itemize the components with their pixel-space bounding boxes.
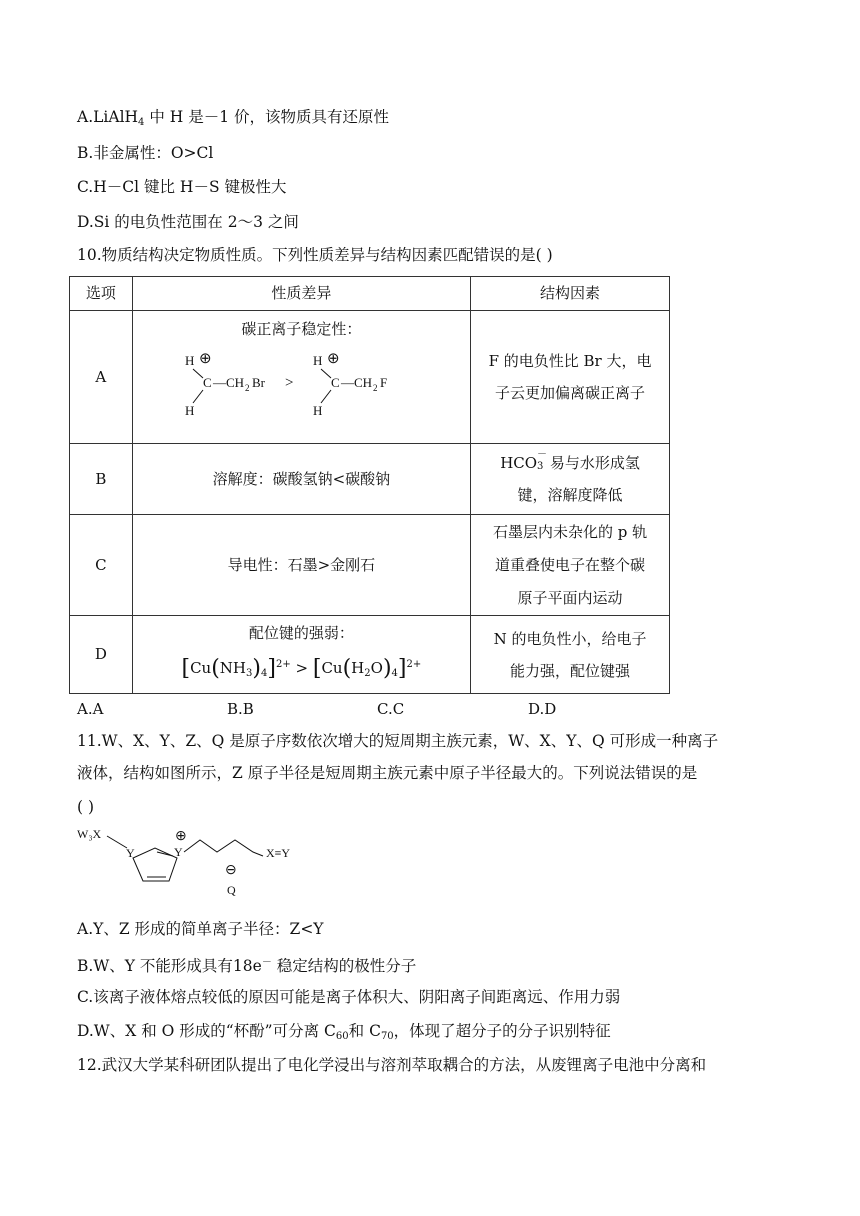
mol-h4: H [313, 403, 323, 418]
label-minus: ⊖ [225, 863, 237, 878]
q12-stem: 12.武汉大学某科研团队提出了电化学浸出与溶剂萃取耦合的方法，从废锂离子电池中分离和 [77, 1056, 707, 1074]
row-a-option: A [70, 311, 133, 444]
table-row [70, 616, 670, 694]
q10-table [69, 276, 670, 694]
row-d-structure [471, 616, 670, 694]
row-c-option: C [70, 515, 133, 616]
header-property: 性质差异 [132, 277, 470, 311]
structure-line: 原子平面内运动 [517, 588, 623, 607]
f-sub4b: 4 [391, 668, 398, 679]
table-header-row [70, 277, 670, 311]
structure-line: 能力强，配位键强 [510, 661, 631, 680]
structure-line: 石墨层内未杂化的 p 轨 [492, 522, 648, 541]
table-row [70, 444, 670, 515]
option-a-prefix: A. [77, 108, 94, 126]
q11-option-c: C.该离子液体熔点较低的原因可能是离子体积大、阴阳离子间距离远、作用力弱 [77, 988, 621, 1006]
formula-lialh: LiAlH [93, 108, 139, 126]
label-y2: Y [174, 845, 183, 859]
hco3-sub: 3 [537, 461, 544, 472]
property-text: 碳正离子稳定性： [241, 320, 362, 338]
mol-h2: H [185, 403, 195, 418]
q9-option-d: D.Si 的电负性范围在 2～3 之间 [77, 213, 299, 231]
hco3-text: HCO [500, 454, 538, 472]
f-charge2: 2+ [406, 659, 422, 670]
mol-ch2-2: —CH [341, 375, 373, 390]
option-d-post: ，体现了超分子的分子识别特征 [393, 1022, 611, 1040]
row-d-option: D [70, 616, 133, 694]
mol-plus1: ⊕ [199, 351, 212, 367]
ionic-liquid-structure [77, 826, 337, 898]
q11-stem-line1: 11.W、X、Y、Z、Q 是原子序数依次增大的短周期主族元素，W、X、Y、Q 可形成一种离子 [77, 732, 719, 750]
carbocation-structures [181, 343, 421, 423]
label-y1: Y [126, 846, 135, 860]
option-b-18e: 18e [232, 957, 262, 975]
structure-line: 子云更加偏离碳正离子 [495, 384, 646, 402]
f-sub3: 3 [246, 668, 253, 679]
structure-line [471, 447, 669, 479]
f-h: H [351, 659, 365, 677]
header-structure: 结构因素 [471, 277, 670, 311]
option-a-text: 中 H 是－1 价，该物质具有还原性 [149, 108, 390, 126]
choice-d: D.D [528, 700, 557, 718]
q11-option-b [77, 952, 416, 977]
mol-sub2-1: 2 [245, 383, 250, 393]
label-q: Q [227, 883, 236, 897]
structure-line: 道重叠使电子在整个碳 [495, 555, 646, 574]
q11-stem-line2: 液体，结构如图所示，Z 原子半径是短周期主族元素中原子半径最大的。下列说法错误的是 [77, 764, 698, 782]
label-w3x: W₃X [77, 827, 102, 841]
q11-option-a: A.Y、Z 形成的简单离子半径：Z<Y [77, 920, 324, 938]
row-a-property [132, 311, 470, 444]
property-text: 配位键的强弱： [248, 624, 354, 642]
mol-ch2-1: —CH [213, 375, 245, 390]
mol-c2: C [331, 375, 341, 390]
q10-stem: 10.物质结构决定物质性质。下列性质差异与结构因素匹配错误的是( ) [77, 246, 553, 264]
option-b-pre: B.W、Y 不能形成具有 [77, 957, 233, 975]
row-a-structure [471, 311, 670, 444]
option-d-sub60: 60 [335, 1031, 349, 1042]
formula-sub: 4 [138, 117, 145, 128]
q9-option-b: B.非金属性：O>Cl [77, 144, 214, 162]
row-d-property [132, 616, 470, 694]
choice-a: A.A [77, 700, 104, 718]
hco3-sup: － [537, 449, 548, 460]
mol-h1: H [185, 353, 195, 368]
table-row [70, 515, 670, 616]
header-option: 选项 [70, 277, 133, 311]
structure-text: 易与水形成氢 [549, 454, 640, 472]
f-nh: NH [219, 659, 247, 677]
structure-line: 键，溶解度降低 [517, 486, 623, 504]
row-c-structure [471, 515, 670, 616]
coordination-formula: $[Cu(NH_3)_4]^{2+} > [Cu(H_2O)_4]^{2+}$ [181, 656, 422, 681]
label-plus: ⊕ [175, 829, 187, 844]
q9-option-c: C.H－Cl 键比 H－S 键极性大 [77, 178, 287, 196]
mol-gt: > [285, 375, 294, 391]
row-c-property: 导电性：石墨>金刚石 [132, 515, 470, 616]
f-sub2: 2 [364, 668, 371, 679]
label-xy: X≡Y [266, 846, 291, 860]
f-sub4: 4 [260, 668, 268, 679]
q9-option-a [77, 106, 389, 134]
option-d-mid: 和 C [348, 1022, 381, 1040]
row-b-structure [471, 444, 670, 515]
mol-h3: H [313, 353, 323, 368]
mol-c1: C [203, 375, 213, 390]
q10-choices [77, 700, 637, 722]
choice-b: B.B [227, 700, 254, 718]
choice-c: C.C [377, 700, 405, 718]
option-d-sub70: 70 [380, 1031, 394, 1042]
f-o: O [370, 659, 383, 677]
option-b-sup: － [261, 957, 272, 968]
table-row [70, 311, 670, 444]
mol-br: Br [252, 375, 266, 390]
row-b-property: 溶解度：碳酸氢钠<碳酸钠 [132, 444, 470, 515]
mol-sub2-2: 2 [373, 383, 378, 393]
option-d-pre: D.W、X 和 O 形成的“杯酚”可分离 C [77, 1022, 336, 1040]
row-b-option: B [70, 444, 133, 515]
structure-line: F 的电负性比 Br 大，电 [488, 352, 652, 370]
f-charge1: 2+ [275, 659, 291, 670]
f-gt: > [295, 659, 309, 677]
mol-plus2: ⊕ [327, 351, 340, 367]
mol-f: F [380, 375, 388, 390]
option-b-post: 稳定结构的极性分子 [276, 957, 417, 975]
q11-option-d [77, 1020, 611, 1048]
q11-stem-line3: ( ) [77, 798, 95, 816]
structure-line: N 的电负性小，给电子 [493, 629, 647, 648]
